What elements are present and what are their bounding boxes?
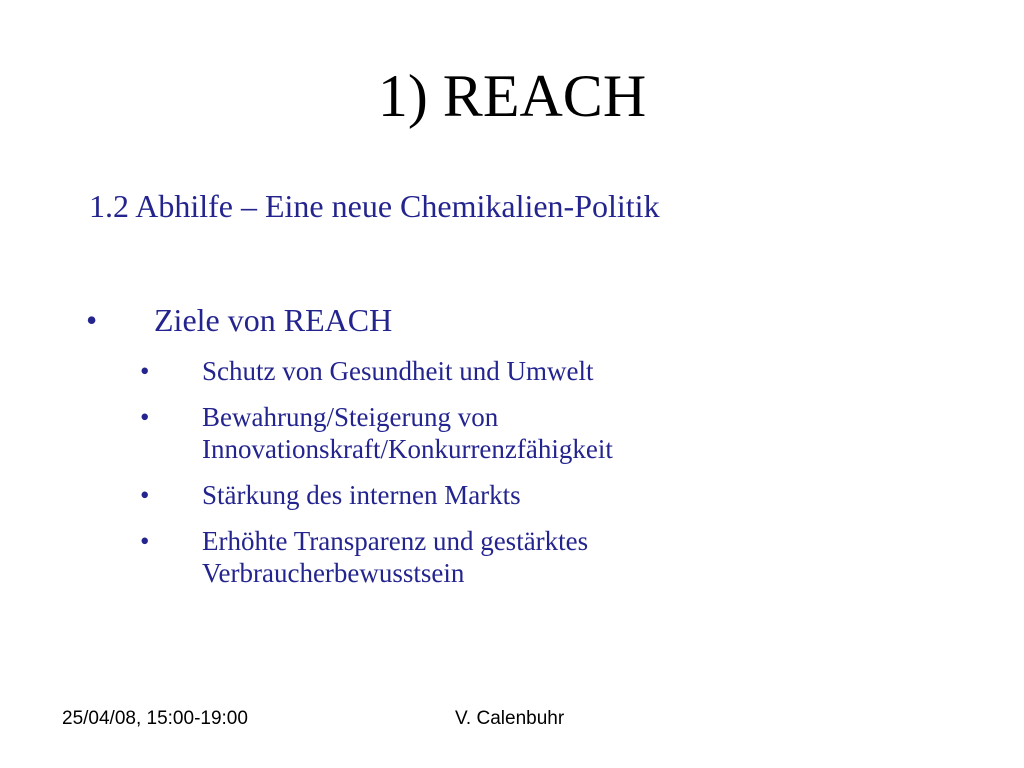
sub-bullet-item	[140, 401, 840, 465]
sub-bullet-item	[140, 479, 840, 511]
sub-bullet-text: Schutz von Gesundheit und Umwelt	[202, 356, 594, 386]
sub-bullet-list	[140, 355, 840, 603]
slide-title: 1) REACH	[377, 63, 647, 129]
sub-bullet-item	[140, 355, 840, 387]
bullet-icon: •	[140, 402, 150, 432]
main-bullet-text: Ziele von REACH	[154, 302, 393, 338]
sub-bullet-item	[140, 525, 840, 589]
bullet-icon: •	[140, 526, 150, 556]
sub-bullet-text: Bewahrung/Steigerung von Innovationskraft/Konkurrenzfähigkeit	[202, 402, 613, 464]
bullet-icon: •	[86, 302, 98, 338]
slide-subtitle: 1.2 Abhilfe – Eine neue Chemikalien-Politik	[89, 188, 660, 224]
sub-bullet-text: Erhöhte Transparenz und gestärktes Verbraucherbewusstsein	[202, 526, 589, 588]
bullet-icon: •	[140, 356, 150, 386]
footer-author: V. Calenbuhr	[455, 708, 565, 729]
sub-bullet-text: Stärkung des internen Markts	[202, 480, 521, 510]
footer-date: 25/04/08, 15:00-19:00	[62, 708, 248, 729]
bullet-icon: •	[140, 480, 150, 510]
